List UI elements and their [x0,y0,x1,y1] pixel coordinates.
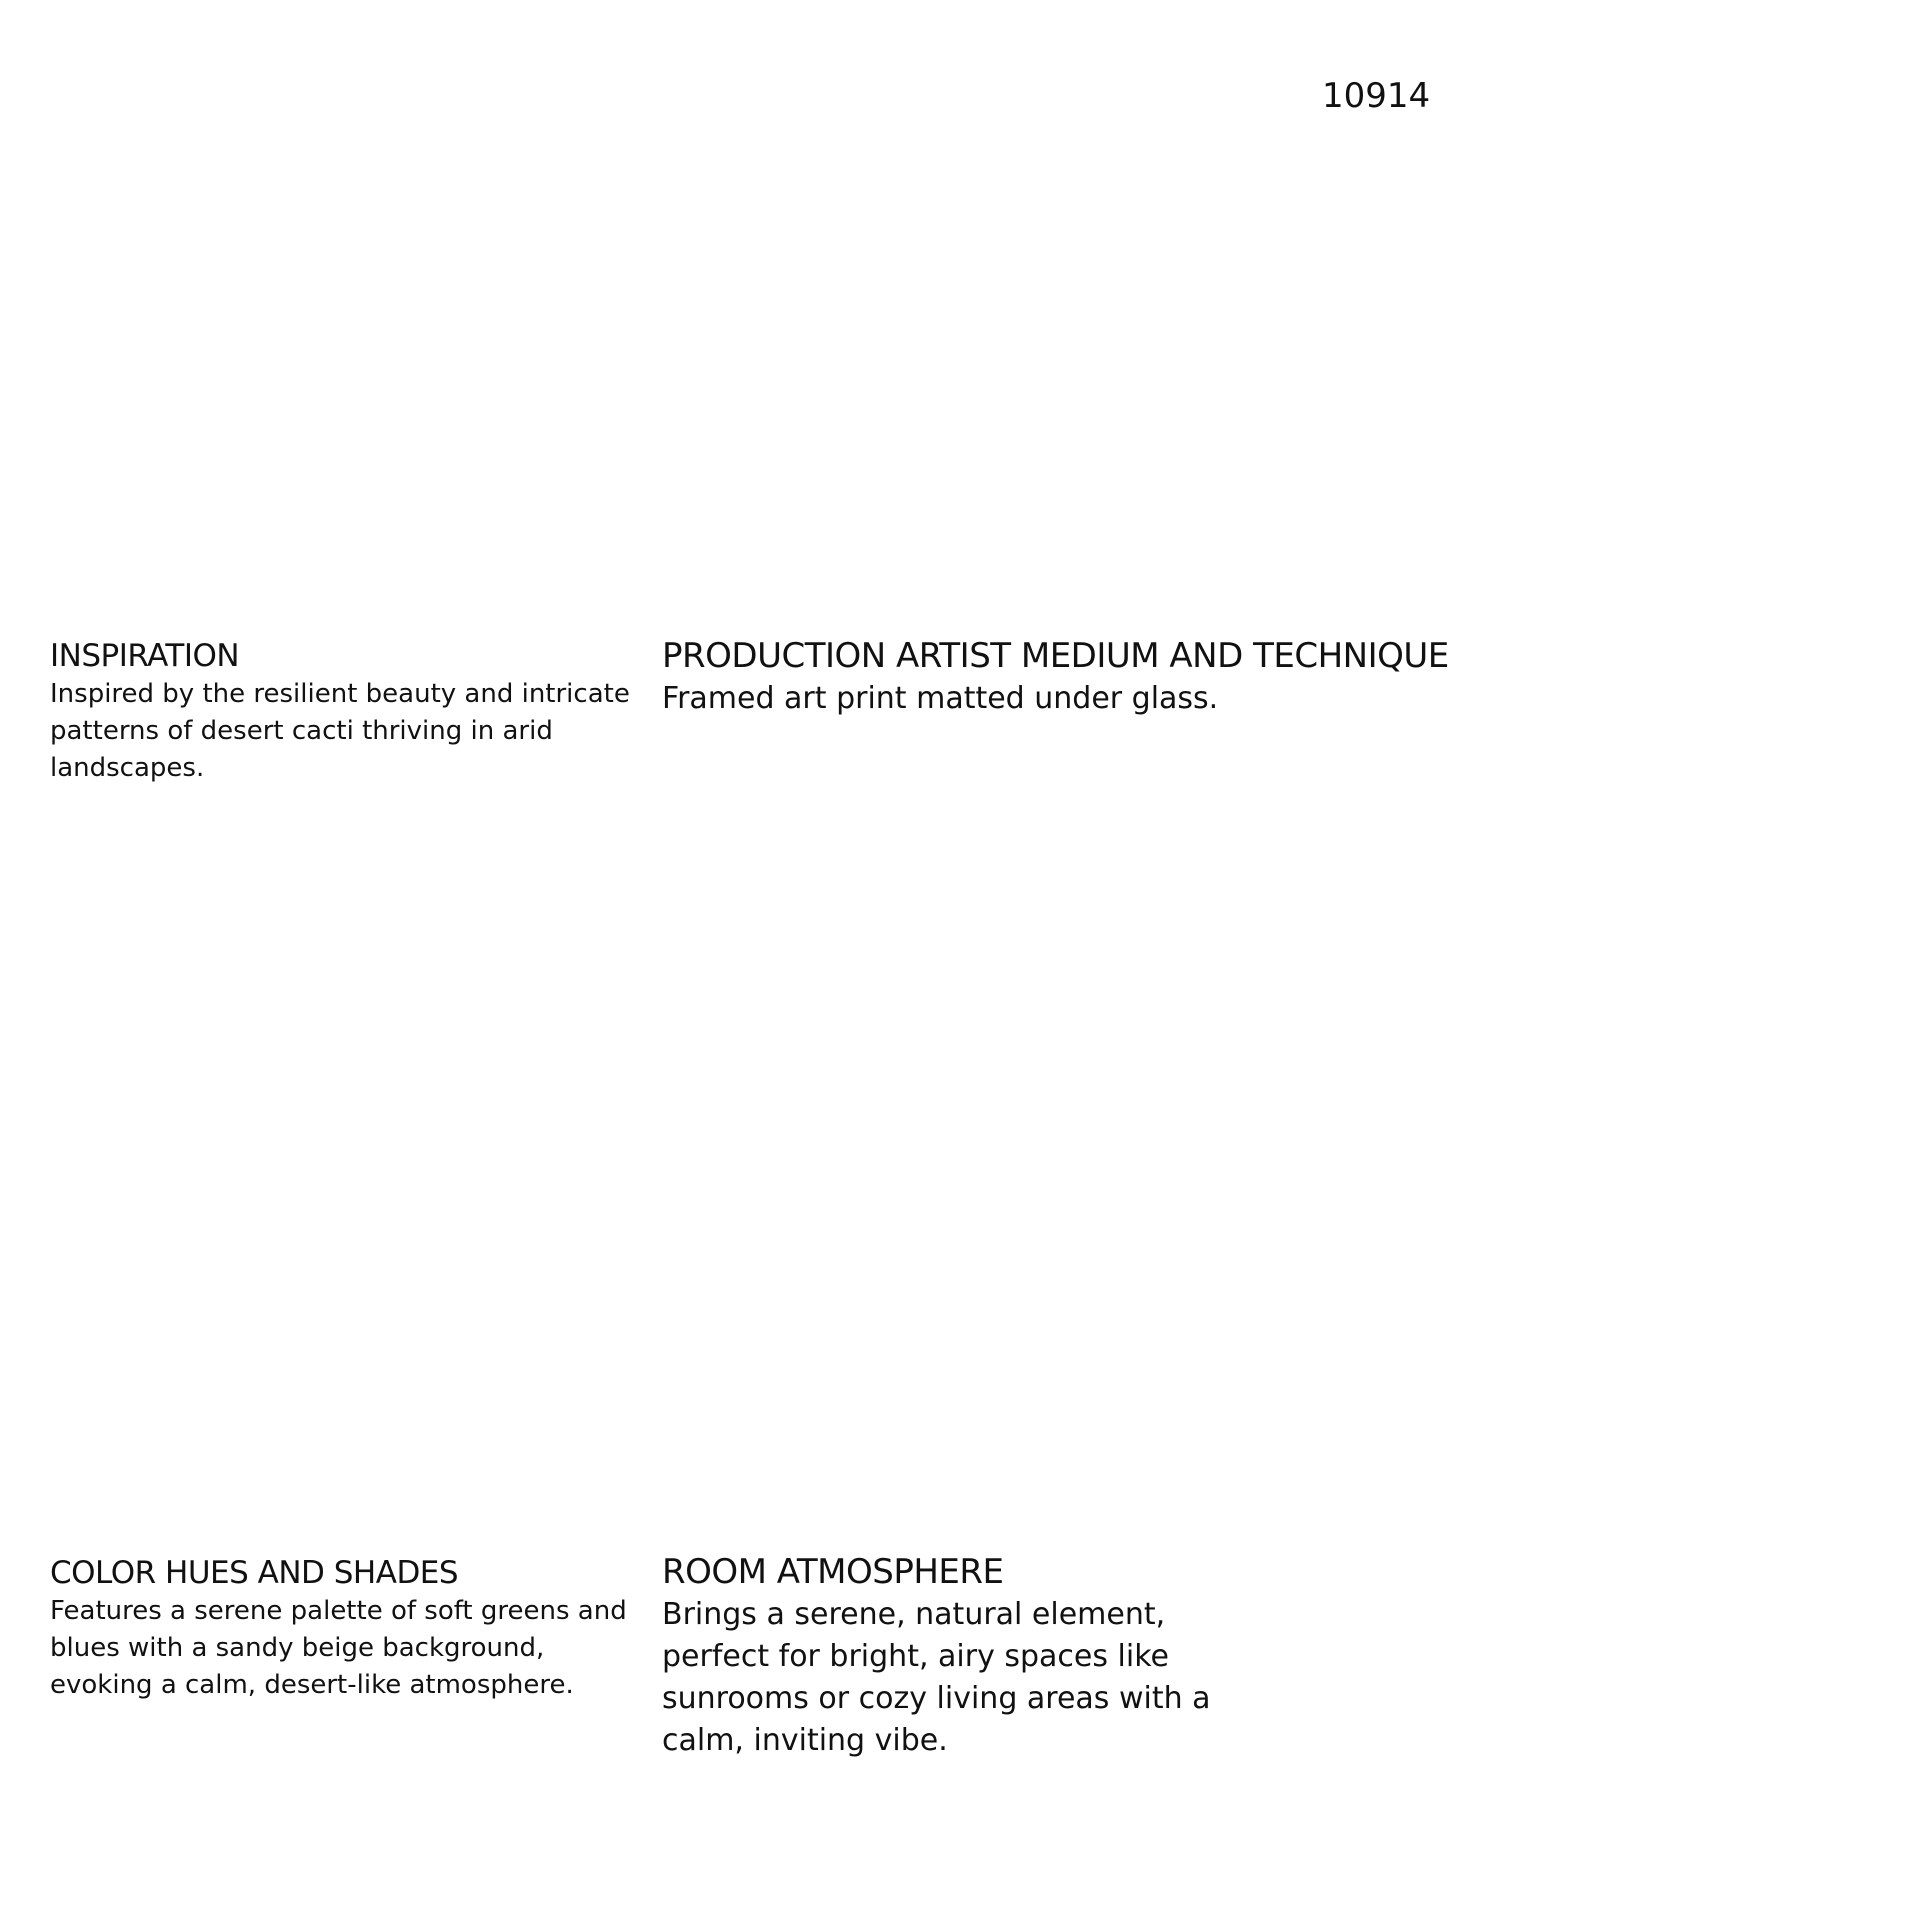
color-section [50,1553,650,1704]
production-heading: PRODUCTION ARTIST MEDIUM AND TECHNIQUE [662,636,1449,676]
color-body: Features a serene palette of soft greens and blues with a sandy beige background, evoking a calm, desert-like atmosphere. [50,1596,627,1700]
production-section [662,634,1762,720]
inspiration-body: Inspired by the resilient beauty and intricate patterns of desert cacti thriving in arid landscapes. [50,679,630,783]
production-body: Framed art print matted under glass. [662,681,1219,716]
inspiration-heading: INSPIRATION [50,638,240,674]
room-section [662,1550,1262,1762]
page-number: 10914 [1322,76,1431,116]
color-heading: COLOR HUES AND SHADES [50,1555,459,1591]
inspiration-section [50,636,630,787]
room-body: Brings a serene, natural element, perfect for bright, airy spaces like sunrooms or cozy living areas with a calm, inviting vibe. [662,1597,1211,1758]
room-heading: ROOM ATMOSPHERE [662,1552,1004,1592]
